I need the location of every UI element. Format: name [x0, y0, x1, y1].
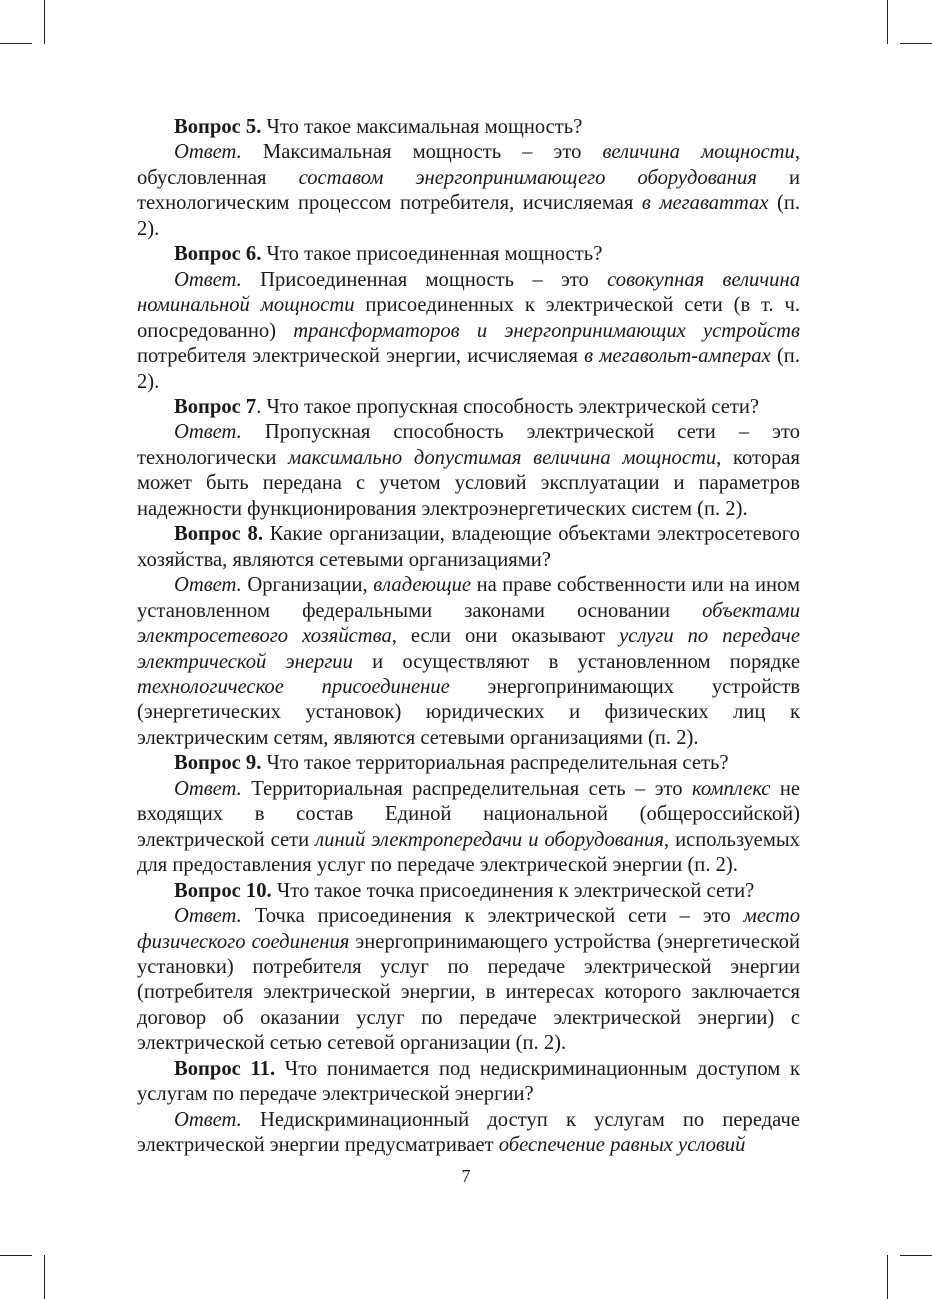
- question-text: Что понимается под недискриминационным доступом к услугам по передаче электрической энергии?: [137, 1057, 800, 1106]
- answer-text: Максимальная мощность – это: [262, 141, 603, 164]
- question-label: Вопрос 9.: [174, 752, 262, 775]
- answer-text: , обусловленная: [137, 141, 800, 189]
- answer-emphasis: в мегаваттах: [641, 192, 769, 215]
- answer-text: Организации,: [247, 574, 374, 597]
- answer-text: Точка присоединения к электрической сети – это: [254, 905, 744, 928]
- answer-emphasis: трансформаторов и энергопринимающих устройств: [293, 319, 800, 342]
- crop-mark-top-right: [887, 0, 888, 44]
- question-text: Какие организации, владеющие объектами электросетевого хозяйства, являются сетевыми организациями?: [137, 523, 800, 571]
- answer-text: энергопринимающего устройства (энергетической установки) потребителя услуг по передаче электрической энергии (потребителя электрической энергии, в интересах которого заключается договор об оказании услуг по передаче электрической энергии) с электрической сетью сетевой организации (п. 2).: [137, 930, 800, 1055]
- answer-text: потребителя электрической энергии, исчисляемая: [137, 345, 585, 368]
- question-paragraph: [137, 115, 800, 140]
- answer-text: не входящих в состав Единой национальной (общероссийской) электрической сети: [137, 777, 800, 851]
- answer-label: Ответ.: [174, 574, 242, 597]
- answer-emphasis: составом энергопринимающего оборудования: [298, 166, 757, 189]
- answer-text: Недискриминационный доступ к услугам по передаче электрической энергии предусматривает: [137, 1108, 800, 1157]
- crop-mark-top-right: [900, 43, 932, 44]
- answer-paragraph: [137, 268, 800, 395]
- question-paragraph: [137, 395, 800, 420]
- question-text: Что такое территориальная распределительная сеть?: [266, 752, 729, 775]
- answer-text: присоединенных к электрической сети (в т. ч. опосредованно): [137, 294, 800, 342]
- question-label: Вопрос 11.: [174, 1057, 276, 1080]
- crop-mark-bottom-right: [900, 1255, 932, 1256]
- question-paragraph: [137, 522, 800, 573]
- answer-text: Территориальная распределительная сеть – это: [251, 777, 692, 800]
- answer-paragraph: [137, 573, 800, 751]
- answer-emphasis: место физического соединения: [137, 905, 800, 953]
- answer-text: Пропускная способность электрической сети – это технологически: [137, 421, 800, 469]
- answer-text: , используемых для предоставления услуг по передаче электрической энергии (п. 2).: [137, 828, 800, 877]
- answer-text: и технологическим процессом потребителя, исчисляемая: [137, 166, 800, 215]
- question-paragraph: [137, 242, 800, 267]
- question-text: Что такое максимальная мощность?: [266, 116, 583, 138]
- answer-paragraph: [137, 420, 800, 522]
- answer-text: (п. 2).: [137, 345, 800, 393]
- answer-text: , которая может быть передана с учетом условий эксплуатации и параметров надежности функционирования электроэнергетических систем (п. 2).: [137, 446, 800, 520]
- question-text: Что такое точка присоединения к электрической сети?: [276, 879, 755, 902]
- answer-emphasis: в мегавольт-амперах: [584, 345, 771, 368]
- answer-label: Ответ.: [174, 268, 242, 291]
- answer-emphasis: обеспечение равных условий: [498, 1134, 746, 1157]
- answer-label: Ответ.: [174, 1108, 242, 1131]
- answer-paragraph: [137, 904, 800, 1057]
- answer-emphasis: линий электропередачи и оборудования: [315, 828, 664, 851]
- page-number: 7: [461, 1166, 471, 1186]
- question-label: Вопрос 10.: [174, 879, 272, 902]
- answer-text: энергопринимающих устройств (энергетических установок) юридических и физических лиц к электрическим сетям, являются сетевыми организациями (п. 2).: [137, 675, 800, 749]
- answer-emphasis: объектами электросетевого хозяйства: [137, 599, 800, 648]
- crop-mark-bottom-right: [887, 1255, 888, 1299]
- answer-paragraph: [137, 777, 800, 879]
- answer-emphasis: комплекс: [691, 777, 771, 800]
- crop-mark-top-left: [0, 43, 32, 44]
- answer-paragraph: [137, 140, 800, 242]
- answer-emphasis: совокупная величина номинальной мощности: [137, 268, 800, 317]
- answer-text: и осуществляют в установленном порядке: [352, 650, 800, 673]
- question-paragraph: [137, 879, 800, 904]
- question-label: Вопрос 8.: [174, 523, 263, 546]
- question-paragraph: [137, 751, 800, 776]
- crop-mark-bottom-left: [44, 1255, 45, 1299]
- answer-label: Ответ.: [174, 421, 242, 444]
- answer-text: Присоединенная мощность – это: [260, 268, 608, 291]
- answer-emphasis: максимально допустимая величина мощности: [288, 446, 717, 469]
- question-label: Вопрос 6.: [174, 243, 262, 266]
- question-label: Вопрос 5.: [174, 116, 262, 138]
- answer-paragraph: [137, 1108, 800, 1159]
- crop-mark-bottom-left: [0, 1255, 32, 1256]
- answer-text: на праве собственности или на ином установленном федеральными законами основании: [137, 574, 800, 622]
- answer-label: Ответ.: [174, 777, 242, 800]
- answer-emphasis: владеющие: [373, 574, 472, 597]
- crop-mark-top-left: [44, 0, 45, 44]
- answer-emphasis: величина мощности: [602, 141, 795, 164]
- answer-label: Ответ.: [174, 141, 242, 164]
- qa-text-block: [137, 115, 800, 1159]
- answer-emphasis: услуги по передаче электрической энергии: [137, 625, 801, 673]
- answer-text: , если они оказывают: [391, 625, 620, 648]
- question-paragraph: [137, 1057, 800, 1108]
- answer-text: (п. 2).: [137, 192, 800, 240]
- answer-label: Ответ.: [174, 905, 242, 928]
- answer-emphasis: технологическое присоединение: [137, 675, 450, 698]
- question-label: Вопрос 7: [174, 395, 257, 418]
- question-text: . Что такое пропускная способность электрической сети?: [256, 395, 759, 418]
- question-text: Что такое присоединенная мощность?: [266, 243, 603, 266]
